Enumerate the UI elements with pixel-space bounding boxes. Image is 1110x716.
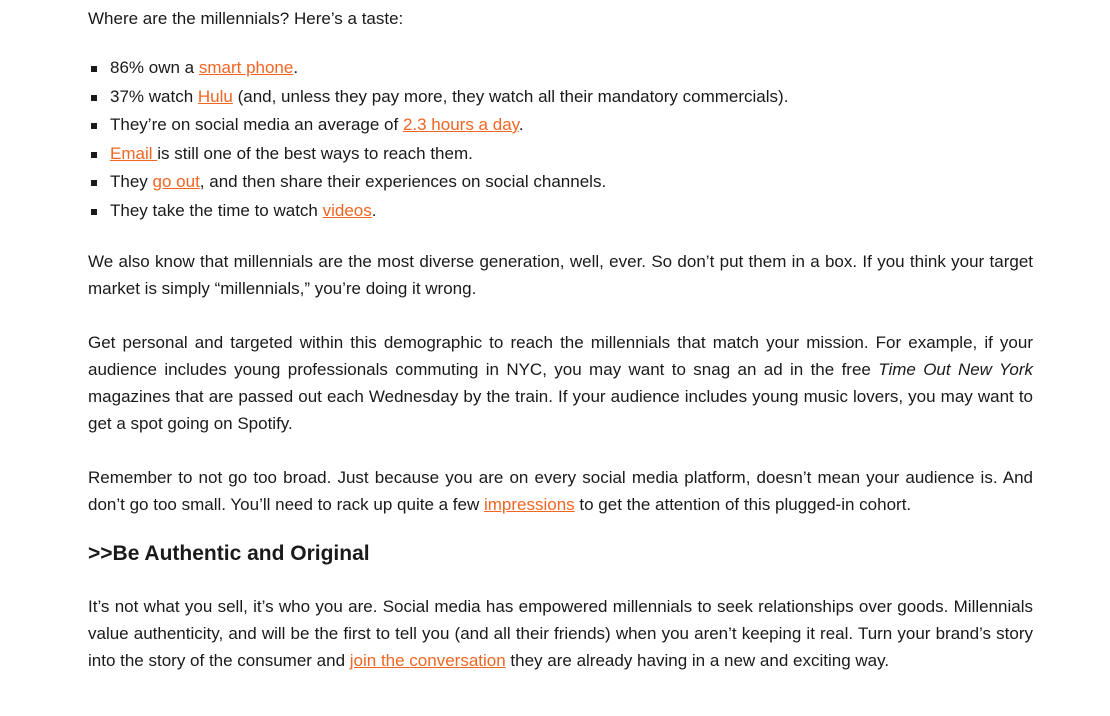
list-item-text: , and then share their experiences on social channels. xyxy=(199,172,607,191)
list-item xyxy=(88,54,1033,83)
list-item-text: They xyxy=(110,172,153,191)
go-out-link[interactable]: go out xyxy=(152,172,200,191)
square-bullet-icon xyxy=(91,209,97,215)
email-link[interactable]: Email xyxy=(110,143,158,163)
millennial-stats-list xyxy=(88,54,1033,225)
square-bullet-icon xyxy=(91,123,97,129)
list-item-text: is still one of the best ways to reach them. xyxy=(157,143,473,163)
list-item-text: 86% own a xyxy=(110,58,199,77)
smart-phone-link[interactable]: smart phone xyxy=(198,58,294,77)
list-item-text: 37% watch xyxy=(110,86,198,106)
list-item xyxy=(88,168,1033,197)
list-item xyxy=(88,140,1033,169)
paragraph-text: Get personal and targeted within this demographic to reach the millennials that match your mission. For example, if your audience includes young professionals commuting in NYC, you may want to snag an ad in the free xyxy=(88,333,1033,379)
list-item-text: . xyxy=(518,115,524,134)
square-bullet-icon xyxy=(91,95,97,101)
section-heading: >>Be Authentic and Original xyxy=(88,542,370,565)
list-item-text: (and, unless they pay more, they watch all their mandatory commercials). xyxy=(232,86,789,106)
list-item-text: They’re on social media an average of xyxy=(110,115,403,134)
list-item-text: . xyxy=(293,58,299,77)
paragraph-text: they are already having in a new and exciting way. xyxy=(505,651,890,670)
videos-link[interactable]: videos xyxy=(322,200,372,220)
list-item-text: They take the time to watch xyxy=(110,200,323,220)
diversity-paragraph: We also know that millennials are the most diverse generation, well, ever. So don’t put them in a box. If you think your target market is simply “millennials,” you’re doing it wrong. xyxy=(88,252,1033,298)
join-conversation-link[interactable]: join the conversation xyxy=(349,651,506,670)
list-item xyxy=(88,83,1033,112)
intro-text: Where are the millennials? Here’s a taste: xyxy=(88,9,404,28)
hours-a-day-link[interactable]: 2.3 hours a day xyxy=(402,115,519,134)
authentic-paragraph xyxy=(88,593,1033,674)
square-bullet-icon xyxy=(91,152,97,158)
broad-paragraph xyxy=(88,464,1033,518)
targeting-paragraph xyxy=(88,329,1033,437)
paragraph-text: It’s not what you sell, it’s who you are. Social media has empowered millennials to seek relationships over goods. Millennials value authenticity, and will be the first to tell you (and all their friends) when you aren’t keeping it real. Turn your brand’s story into the story of the consumer and xyxy=(88,597,1033,670)
hulu-link[interactable]: Hulu xyxy=(197,86,233,106)
paragraph-text: magazines that are passed out each Wednesday by the train. If your audience includes young music lovers, you may want to get a spot going on Spotify. xyxy=(88,387,1033,433)
list-item xyxy=(88,197,1033,226)
paragraph-text: Remember to not go too broad. Just because you are on every social media platform, doesn’t mean your audience is. And don’t go too small. You’ll need to rack up quite a few xyxy=(88,468,1033,514)
square-bullet-icon xyxy=(91,180,97,186)
list-item-text: . xyxy=(371,200,377,220)
impressions-link[interactable]: impressions xyxy=(483,495,575,514)
magazine-title: Time Out New York xyxy=(878,360,1034,379)
square-bullet-icon xyxy=(91,66,97,72)
list-item xyxy=(88,111,1033,140)
paragraph-text: to get the attention of this plugged-in cohort. xyxy=(574,495,912,514)
article-body xyxy=(88,0,1033,674)
